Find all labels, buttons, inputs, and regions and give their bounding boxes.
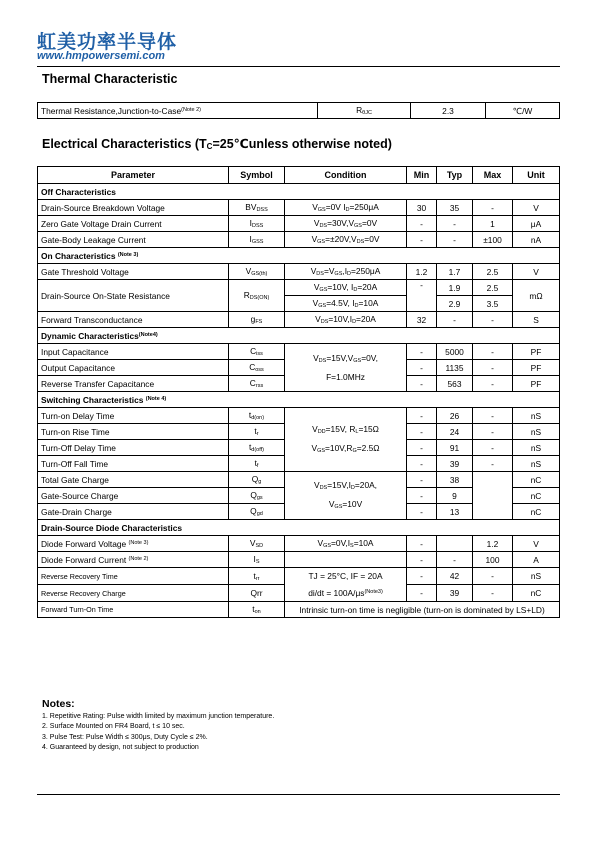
param-cell: Drain-Source Breakdown Voltage (38, 200, 229, 216)
condition-cell: $V_{GS}=\pm 20V,V_{DS}=0V$ (285, 232, 407, 248)
condition-cell: $V_{DS}=15V,I_D=20A$, $V_{GS}=10V$ (285, 472, 407, 520)
max-cell (473, 472, 513, 520)
table-row (38, 232, 560, 248)
max-cell: - (473, 360, 513, 376)
section-row (38, 184, 560, 200)
max-cell: - (473, 440, 513, 456)
symbol-cell: $t_r$ (229, 424, 285, 440)
param-cell: Forward Transconductance (38, 312, 229, 328)
unit-cell: A (513, 552, 560, 568)
symbol-cell: $I_S$ (229, 552, 285, 568)
condition-cell: $V_{DS}=10V,I_D=20A$ (285, 312, 407, 328)
typ-cell: - (437, 216, 473, 232)
param-cell: Gate Threshold Voltage (38, 264, 229, 280)
min-cell: - (407, 504, 437, 520)
table-row (38, 344, 560, 360)
param-cell: Gate-Body Leakage Current (38, 232, 229, 248)
condition-cell: $V_{DS}=30V,V_{GS}=0V$ (285, 216, 407, 232)
min-cell: - (407, 440, 437, 456)
typ-cell (437, 536, 473, 552)
table-row (38, 552, 560, 568)
unit-cell: V (513, 264, 560, 280)
max-cell: ±100 (473, 232, 513, 248)
param-cell: Total Gate Charge (38, 472, 229, 488)
section-row (38, 248, 560, 264)
table-row (38, 216, 560, 232)
typ-cell: 2.9 (437, 296, 473, 312)
table-header-row (38, 167, 560, 184)
table-row (38, 103, 560, 119)
company-website: www.hmpowersemi.com (37, 50, 165, 62)
section-switching: Switching Characteristics $^{(Note 4)}$ (38, 392, 560, 408)
min-cell: - (407, 472, 437, 488)
note-item: 3. Pulse Test: Pulse Width ≤ 300μs, Duty Cycle ≤ 2%. (42, 733, 208, 741)
typ-cell: 35 (437, 200, 473, 216)
condition-cell: $V_{GS}=10V$, $I_D=20A$ (285, 280, 407, 296)
condition-cell: TJ = 25°C, IF = 20A $di/dt = 100A/\mu s^{(Note3)}$ (285, 568, 407, 602)
typ-cell: 39 (437, 456, 473, 472)
symbol-cell: $t_{d(on)}$ (229, 408, 285, 424)
unit-cell: nC (513, 488, 560, 504)
note-item: 1. Repetitive Rating: Pulse width limited by maximum junction temperature. (42, 713, 275, 720)
col-symbol: Symbol (229, 167, 285, 184)
symbol-cell: $C_{rss}$ (229, 376, 285, 392)
thermal-title: Thermal Characteristic (42, 72, 178, 86)
note-item: 2. Surface Mounted on FR4 Board, t ≤ 10 sec. (42, 723, 185, 731)
symbol-cell: $I_{DSS}$ (229, 216, 285, 232)
table-row (38, 312, 560, 328)
param-cell: Turn-Off Delay Time (38, 440, 229, 456)
col-min: Min (407, 167, 437, 184)
unit-cell: V (513, 536, 560, 552)
typ-cell: 26 (437, 408, 473, 424)
table-row (38, 536, 560, 552)
unit-cell: mΩ (513, 280, 560, 312)
param-cell: Gate-Source Charge (38, 488, 229, 504)
symbol-cell: $t_{on}$ (229, 602, 285, 618)
symbol-cell: $Q_{gs}$ (229, 488, 285, 504)
unit-cell: nS (513, 456, 560, 472)
symbol-cell: $Q_{gd}$ (229, 504, 285, 520)
symbol-cell: $I_{GSS}$ (229, 232, 285, 248)
min-cell: - (407, 585, 437, 602)
param-cell: Reverse Recovery Time (38, 568, 229, 585)
table-row (38, 568, 560, 585)
param-cell: Turn-on Delay Time (38, 408, 229, 424)
section-row (38, 328, 560, 344)
typ-cell: 1135 (437, 360, 473, 376)
max-cell: - (473, 376, 513, 392)
max-cell: - (473, 344, 513, 360)
condition-cell (285, 552, 407, 568)
param-cell: Reverse Transfer Capacitance (38, 376, 229, 392)
max-cell: 100 (473, 552, 513, 568)
thermal-value: 2.3 (411, 103, 486, 119)
company-logo-text: 虹美功率半导体 (37, 31, 178, 53)
symbol-cell: $t_{rr}$ (229, 568, 285, 585)
max-cell: - (473, 200, 513, 216)
max-cell: 2.5 (473, 264, 513, 280)
param-cell: Gate-Drain Charge (38, 504, 229, 520)
unit-cell: V (513, 200, 560, 216)
table-row (38, 280, 560, 296)
symbol-cell: $t_f$ (229, 456, 285, 472)
condition-cell: $V_{GS}=0V$ $I_D=250\mu A$ (285, 200, 407, 216)
typ-cell: 91 (437, 440, 473, 456)
section-diode: Drain-Source Diode Characteristics (38, 520, 560, 536)
param-cell: Output Capacitance (38, 360, 229, 376)
notes-list (42, 712, 274, 753)
unit-cell: nS (513, 440, 560, 456)
param-cell: Turn-Off Fall Time (38, 456, 229, 472)
typ-cell: 1.9 (437, 280, 473, 296)
symbol-cell: Qrr (229, 585, 285, 602)
condition-cell: Intrinsic turn-on time is negligible (turn-on is dominated by LS+LD) (285, 602, 560, 618)
typ-cell: 24 (437, 424, 473, 440)
symbol-cell: $BV_{DSS}$ (229, 200, 285, 216)
param-cell: Input Capacitance (38, 344, 229, 360)
symbol-cell: $R_{DS(ON)}$ (229, 280, 285, 312)
symbol-cell: $Q_g$ (229, 472, 285, 488)
typ-cell: - (437, 232, 473, 248)
symbol-cell: $g_{FS}$ (229, 312, 285, 328)
max-cell: 1 (473, 216, 513, 232)
typ-cell: 38 (437, 472, 473, 488)
unit-cell: nS (513, 568, 560, 585)
param-cell: Diode Forward Current $^{(Note 2)}$ (38, 552, 229, 568)
condition-cell: $V_{DS}=15V,V_{GS}=0V$, F=1.0MHz (285, 344, 407, 392)
max-cell: - (473, 312, 513, 328)
max-cell: - (473, 408, 513, 424)
table-row (38, 200, 560, 216)
min-cell: - (407, 216, 437, 232)
unit-cell: nS (513, 424, 560, 440)
condition-cell: $V_{DS}=V_{GS},I_D=250\mu A$ (285, 264, 407, 280)
symbol-cell: $V_{SD}$ (229, 536, 285, 552)
section-on: On Characteristics $^{(Note 3)}$ (38, 248, 560, 264)
table-row (38, 602, 560, 618)
param-cell: Turn-on Rise Time (38, 424, 229, 440)
min-cell: - (407, 488, 437, 504)
typ-cell: 13 (437, 504, 473, 520)
min-cell: - (407, 568, 437, 585)
unit-cell: S (513, 312, 560, 328)
typ-cell: 39 (437, 585, 473, 602)
condition-cell: $V_{GS}=4.5V$, $I_D=10A$ (285, 296, 407, 312)
typ-cell: 563 (437, 376, 473, 392)
min-cell: - (407, 344, 437, 360)
section-off: Off Characteristics (38, 184, 560, 200)
thermal-table (37, 102, 560, 119)
max-cell: - (473, 456, 513, 472)
typ-cell: 1.7 (437, 264, 473, 280)
col-unit: Unit (513, 167, 560, 184)
unit-cell: nA (513, 232, 560, 248)
typ-cell: - (437, 552, 473, 568)
table-row (38, 408, 560, 424)
section-dynamic: Dynamic Characteristics$^{(Note4)}$ (38, 328, 560, 344)
min-cell: - (407, 552, 437, 568)
notes-title: Notes: (42, 698, 75, 710)
min-cell: - (407, 456, 437, 472)
col-parameter: Parameter (38, 167, 229, 184)
param-cell: Forward Turn-On Time (38, 602, 229, 618)
unit-cell: PF (513, 344, 560, 360)
param-cell: Zero Gate Voltage Drain Current (38, 216, 229, 232)
unit-cell: nC (513, 585, 560, 602)
unit-cell: PF (513, 376, 560, 392)
max-cell: 2.5 (473, 280, 513, 296)
min-cell: - (407, 232, 437, 248)
thermal-unit: ℃/W (486, 103, 560, 119)
footer-divider (37, 794, 560, 795)
unit-cell: μA (513, 216, 560, 232)
symbol-cell: $C_{iss}$ (229, 344, 285, 360)
header-divider (37, 66, 560, 67)
unit-cell: nC (513, 472, 560, 488)
section-row (38, 520, 560, 536)
symbol-cell: $V_{GS(th)}$ (229, 264, 285, 280)
min-cell: - (407, 408, 437, 424)
unit-cell: PF (513, 360, 560, 376)
max-cell: 1.2 (473, 536, 513, 552)
param-cell: Drain-Source On-State Resistance (38, 280, 229, 312)
max-cell: - (473, 585, 513, 602)
min-cell: 30 (407, 200, 437, 216)
param-cell: Diode Forward Voltage $^{(Note 3)}$ (38, 536, 229, 552)
unit-cell: nS (513, 408, 560, 424)
thermal-param: Thermal Resistance,Junction-to-Case$^{(Note 2)}$ (38, 103, 318, 119)
typ-cell: 9 (437, 488, 473, 504)
typ-cell: 5000 (437, 344, 473, 360)
max-cell: - (473, 424, 513, 440)
electrical-table (37, 166, 560, 618)
section-row (38, 392, 560, 408)
condition-cell: $V_{GS}=0V,I_S=10A$ (285, 536, 407, 552)
table-row (38, 264, 560, 280)
min-cell: 1.2 (407, 264, 437, 280)
table-row (38, 472, 560, 488)
min-cell: - (407, 376, 437, 392)
condition-cell: $V_{DD}=15V$, $R_L=15\Omega$ $V_{GS}=10V,R_G=2.5\Omega$ (285, 408, 407, 472)
symbol-cell: $C_{oss}$ (229, 360, 285, 376)
min-cell: - (407, 360, 437, 376)
min-cell: - (407, 424, 437, 440)
symbol-cell: $t_{d(off)}$ (229, 440, 285, 456)
col-condition: Condition (285, 167, 407, 184)
min-cell: - (407, 280, 437, 312)
unit-cell: nC (513, 504, 560, 520)
note-item: 4. Guaranteed by design, not subject to production (42, 743, 199, 751)
min-cell: - (407, 536, 437, 552)
col-max: Max (473, 167, 513, 184)
thermal-symbol: $R_{\theta JC}$ (318, 103, 411, 119)
typ-cell: 42 (437, 568, 473, 585)
col-typ: Typ (437, 167, 473, 184)
typ-cell: - (437, 312, 473, 328)
electrical-title: Electrical Characteristics ($T_C=25℃unless$ otherwise noted) (42, 137, 392, 151)
min-cell: 32 (407, 312, 437, 328)
max-cell: - (473, 568, 513, 585)
param-cell: Reverse Recovery Charge (38, 585, 229, 602)
max-cell: 3.5 (473, 296, 513, 312)
